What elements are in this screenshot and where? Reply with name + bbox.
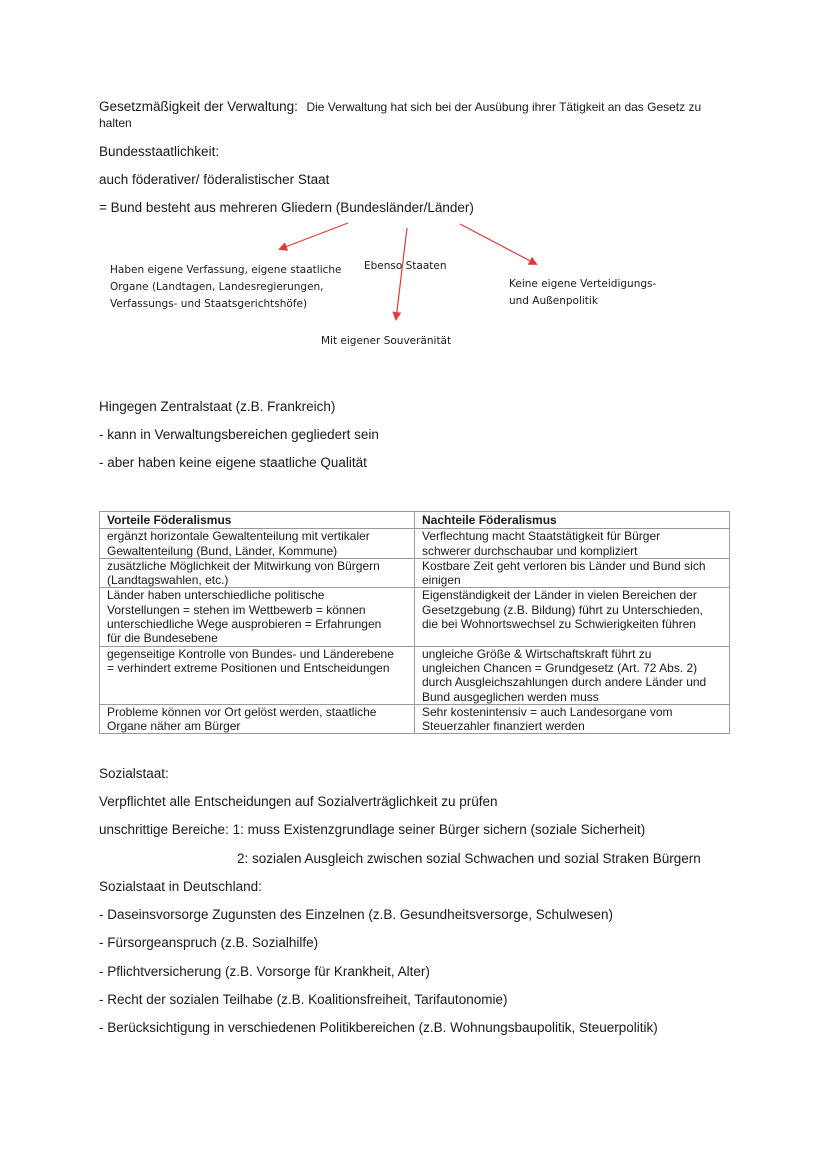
cell-line: unterschiedliche Wege ausprobieren = Erfahrungen (107, 617, 382, 632)
vorteil-cell (100, 646, 415, 704)
cell-line: Bund ausgeglichen werden muss (422, 689, 599, 704)
cell-line: Organe näher am Bürger (107, 719, 241, 734)
cell-line: durch Ausgleichszahlungen durch andere Länder und (422, 675, 707, 690)
cell-line: Sehr kostenintensiv = auch Landesorgane vom (422, 704, 673, 719)
diagram-right-note (509, 276, 656, 310)
cell-line: gegenseitige Kontrolle von Bundes- und Länderebene (107, 646, 394, 661)
sozialstaat-title: Sozialstaat: (99, 766, 169, 781)
sozialstaat-item: - Recht der sozialen Teilhabe (z.B. Koalitionsfreiheit, Tarifautonomie) (99, 992, 508, 1007)
cell-line: Verflechtung macht Staatstätigkeit für Bürger (422, 529, 661, 544)
sozialstaat-item: - Pflichtversicherung (z.B. Vorsorge für Krankheit, Alter) (99, 964, 430, 979)
foederalismus-table (99, 511, 730, 734)
arrow-left (280, 223, 348, 249)
cell-line: schwerer durchschaubar und kompliziert (422, 543, 638, 558)
sozialstaat-item: - Daseinsvorsorge Zugunsten des Einzelnen (z.B. Gesundheitsversorge, Schulwesen) (99, 907, 614, 922)
table-row (100, 588, 730, 646)
cell-line: Eigenständigkeit der Länder in vielen Bereichen der (422, 588, 697, 603)
cell-line: (Landtagswahlen, etc.) (107, 573, 229, 588)
cell-line: die bei Wohnortswechsel zu Schwierigkeiten führen (422, 617, 696, 632)
cell-line: ungleiche Größe & Wirtschaftskraft führt zu (422, 646, 652, 661)
diagram-left-line: Verfassungs- und Staatsgerichtshöfe) (110, 298, 308, 310)
table-header-nachteile: Nachteile Föderalismus (415, 512, 730, 529)
vorteil-cell (100, 529, 415, 559)
table-row (100, 529, 730, 559)
cell-line: für die Bundesebene (107, 631, 218, 646)
sozialstaat-de-title: Sozialstaat in Deutschland: (99, 879, 262, 894)
cell-line: ergänzt horizontale Gewaltenteilung mit vertikaler (107, 529, 370, 544)
table-row (100, 558, 730, 588)
bundesstaat-title: Bundesstaatlichkeit: (99, 144, 220, 159)
zentralstaat-item: - aber haben keine eigene staatliche Qualität (99, 455, 367, 470)
diagram-left-line: Organe (Landtagen, Landesregierungen, (110, 281, 324, 293)
table-header-vorteile: Vorteile Föderalismus (100, 512, 415, 529)
vorteil-cell (100, 704, 415, 734)
cell-line: Länder haben unterschiedliche politische (107, 588, 325, 603)
zentralstaat-item: - kann in Verwaltungsbereichen gegliedert sein (99, 427, 379, 442)
vorteil-cell (100, 558, 415, 588)
cell-line: zusätzliche Möglichkeit der Mitwirkung von Bürgern (107, 558, 380, 573)
nachteil-cell (415, 704, 730, 734)
verwaltung-text-cont: halten (99, 116, 132, 130)
diagram-bottom-note: Mit eigener Souveränität (321, 335, 452, 347)
nachteil-cell (415, 588, 730, 646)
table-header-row (100, 512, 730, 529)
bundesstaat-line1: auch föderativer/ föderalistischer Staat (99, 172, 330, 187)
sozialstaat-item: - Berücksichtigung in verschiedenen Politikbereichen (z.B. Wohnungsbaupolitik, Steuerpolitik) (99, 1020, 658, 1035)
cell-line: Vorstellungen = stehen im Wettbewerb = können (107, 602, 366, 617)
diagram-right-line: Keine eigene Verteidigungs- (509, 278, 657, 290)
sozialstaat-line3: 2: sozialen Ausgleich zwischen sozial Schwachen und sozial Straken Bürgern (237, 851, 701, 866)
nachteil-cell (415, 558, 730, 588)
nachteil-cell (415, 529, 730, 559)
arrow-right (460, 224, 536, 264)
diagram-center-note: Ebenso Staaten (364, 260, 447, 272)
diagram-left-line: Haben eigene Verfassung, eigene staatliche (110, 264, 342, 276)
verwaltung-title: Gesetzmäßigkeit der Verwaltung: (99, 99, 298, 114)
sozialstaat-line2: unschrittige Bereiche: 1: muss Existenzgrundlage seiner Bürger sichern (soziale Sicherheit) (99, 822, 646, 837)
cell-line: Steuerzahler finanziert werden (422, 719, 585, 734)
cell-line: Kostbare Zeit geht verloren bis Länder und Bund sich (422, 558, 706, 573)
cell-line: einigen (422, 573, 461, 588)
cell-line: = verhindert extreme Positionen und Entscheidungen (107, 660, 390, 675)
vorteil-cell (100, 588, 415, 646)
sozialstaat-item: - Fürsorgeanspruch (z.B. Sozialhilfe) (99, 935, 319, 950)
zentralstaat-title: Hingegen Zentralstaat (z.B. Frankreich) (99, 399, 336, 414)
bundesstaat-line2: = Bund besteht aus mehreren Gliedern (Bundesländer/Länder) (99, 200, 474, 215)
cell-line: Gewaltenteilung (Bund, Länder, Kommune) (107, 543, 338, 558)
cell-line: Gesetzgebung (z.B. Bildung) führt zu Unterschieden, (422, 602, 703, 617)
verwaltung-text: Die Verwaltung hat sich bei der Ausübung ihrer Tätigkeit an das Gesetz zu (306, 100, 702, 114)
cell-line: Probleme können vor Ort gelöst werden, staatliche (107, 704, 377, 719)
cell-line: ungleichen Chancen = Grundgesetz (Art. 72 Abs. 2) (422, 660, 698, 675)
sozialstaat-line1: Verpflichtet alle Entscheidungen auf Sozialverträglichkeit zu prüfen (99, 794, 498, 809)
diagram-right-line: und Außenpolitik (509, 295, 598, 307)
table-row (100, 646, 730, 704)
nachteil-cell (415, 646, 730, 704)
diagram-left-note (110, 262, 342, 313)
table-row (100, 704, 730, 734)
